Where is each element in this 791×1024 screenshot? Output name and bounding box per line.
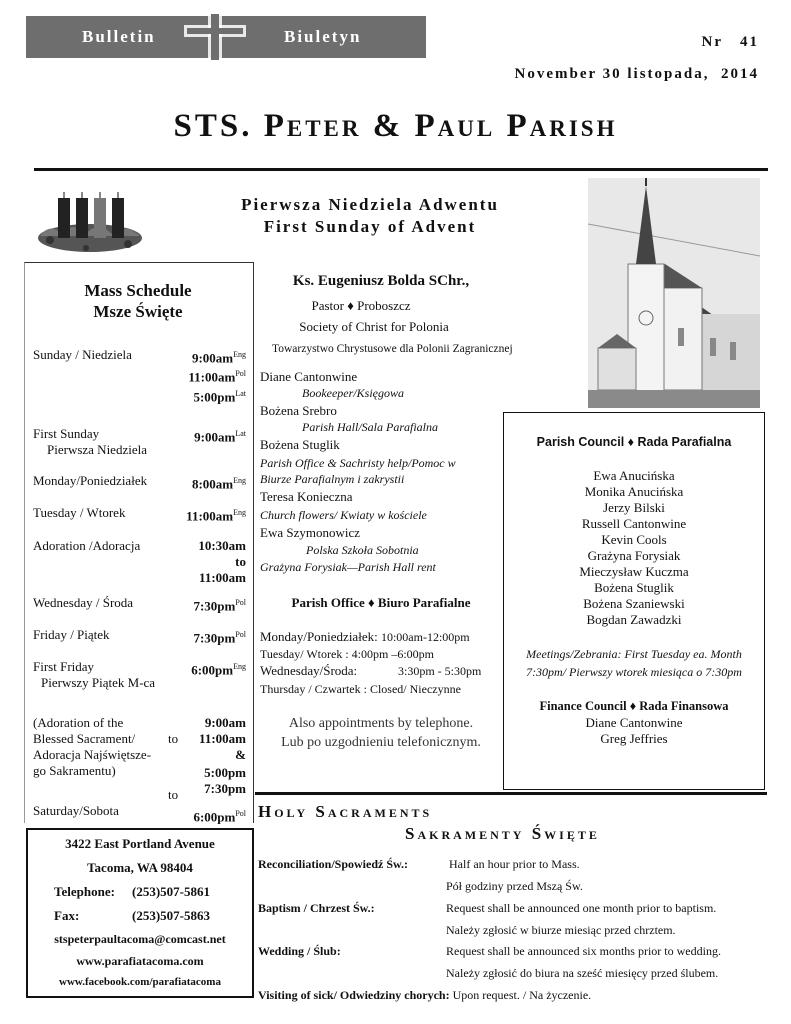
- staff-name: Bożena Srebro: [260, 403, 337, 418]
- address-street: 3422 East Portland Avenue: [65, 836, 215, 851]
- council-member: Kevin Cools: [601, 532, 667, 547]
- mass-title-pl: Msze Święte: [93, 302, 183, 321]
- contact-box: [26, 828, 254, 998]
- mass-time: 10:30am to 11:00am: [198, 538, 246, 585]
- mass-day: First Sunday Pierwsza Niedziela: [33, 426, 147, 457]
- sacrament-pl: Pół godziny przed Mszą Św.: [446, 879, 583, 893]
- banner-bulletin: Bulletin: [82, 27, 156, 46]
- staff-name: Ewa Szymonowicz: [260, 525, 361, 540]
- finance-title: Finance Council ♦ Rada Finansowa: [539, 699, 729, 713]
- sacrament-label: Baptism / Chrzest Św.:: [258, 901, 375, 915]
- pastor-role: Pastor ♦ Proboszcz: [311, 298, 411, 313]
- advent-wreath-icon: [36, 186, 144, 256]
- mass-day: Monday/Poniedziałek: [33, 473, 148, 488]
- staff-role: Polska Szkoła Sobotnia: [306, 543, 419, 557]
- appointments-note: Also appointments by telephone. Lub po uzgodnieniu telefonicznym.: [281, 716, 481, 750]
- council-member: Mieczysław Kuczma: [579, 564, 689, 579]
- church-image: [588, 178, 760, 408]
- mass-day: Friday / Piątek: [33, 627, 110, 642]
- sacrament-en: Request shall be announced one month prior to baptism.: [446, 901, 717, 915]
- council-member: Russell Cantonwine: [581, 516, 687, 531]
- facebook-link[interactable]: www.facebook.com/parafiatacoma: [59, 976, 221, 988]
- mass-time: 9:00am 11:00am & 5:00pm 7:30pm: [199, 715, 246, 796]
- office-hours-row: Monday/Poniedziałek: 10:00am-12:00pm: [260, 629, 470, 644]
- title-prefix: STS.: [173, 108, 264, 144]
- staff-role: Grażyna Forysiak—Parish Hall rent: [260, 560, 436, 574]
- mass-day: Sunday / Niedziela: [33, 347, 132, 362]
- office-hours-row: Wednesday/Środa: 3:30pm - 5:30pm: [260, 663, 482, 678]
- page-title: [0, 108, 791, 145]
- office-title: Parish Office ♦ Biuro Parafialne: [291, 595, 471, 610]
- finance-member: Diane Cantonwine: [585, 715, 683, 730]
- fax-number: (253)507-5863: [132, 908, 210, 923]
- meetings-line: Meetings/Zebrania: First Tuesday ea. Month: [526, 647, 742, 661]
- mass-time: $9:00am^{Eng}$ $11:00am^{Pol}$ $5:00pm^{Lat}$: [188, 350, 246, 404]
- sacrament-row-sick: Visiting of sick/ Odwiedziny chorych: Upon request. / Na życzenie.: [258, 988, 592, 1002]
- mass-time: $7:30pm^{Pol}$: [193, 598, 246, 614]
- mass-title-en: Mass Schedule: [84, 281, 192, 300]
- mass-time: $6:00pm^{Eng}$: [191, 662, 246, 678]
- fax-line: Fax: (253)507-5863: [54, 908, 210, 923]
- issue-date: November 30 listopada, 2014: [514, 66, 759, 82]
- sacrament-pl: Należy zgłosić w biurze miesiąc przed chrztem.: [446, 923, 676, 937]
- meetings-line: 7:30pm/ Pierwszy wtorek miesiąca o 7:30pm: [526, 665, 742, 679]
- staff-role: Church flowers/ Kwiaty w kościele: [260, 508, 427, 522]
- staff-role: Parish Office & Sachristy help/Pomoc w: [260, 456, 456, 470]
- council-member: Grażyna Forysiak: [587, 548, 681, 563]
- advent-line-en: First Sunday of Advent: [263, 217, 477, 236]
- society-pl: Towarzystwo Chrystusowe dla Polonii Zagranicznej: [272, 343, 513, 355]
- council-member: Bożena Stuglik: [594, 580, 674, 595]
- sacrament-label: Reconciliation/Spowiedź Św.:: [258, 857, 409, 871]
- title-main: Peter & Paul Parish: [263, 108, 618, 144]
- phone-line: Telephone: (253)507-5861: [54, 884, 210, 899]
- sacrament-pl: Należy zgłosić do biura na sześć miesięcy przed ślubem.: [446, 966, 719, 980]
- staff-role: Biurze Parafialnym i zakrystii: [260, 472, 405, 486]
- society: Society of Christ for Polonia: [299, 319, 449, 334]
- sacraments-rule: [255, 792, 767, 795]
- sacraments-heading-en: Holy Sacraments: [258, 802, 433, 821]
- header-rule: [34, 168, 768, 171]
- staff-name: Teresa Konieczna: [260, 489, 353, 504]
- pastor-name: Ks. Eugeniusz Bolda SChr.,: [292, 273, 470, 289]
- banner-biuletyn: Biuletyn: [284, 27, 362, 46]
- mass-to: to: [168, 787, 179, 802]
- advent-heading: [210, 194, 530, 238]
- office-hours-row: Tuesday/ Wtorek : 4:00pm –6:00pm: [260, 647, 435, 661]
- email-link[interactable]: stspeterpaultacoma@comcast.net: [54, 932, 226, 946]
- sacraments-heading-pl: Sakramenty Święte: [405, 824, 600, 843]
- sacrament-label: Wedding / Ślub:: [258, 944, 341, 958]
- mass-time: $9:00am^{Lat}$: [194, 429, 246, 445]
- website-link[interactable]: www.parafiatacoma.com: [76, 954, 204, 968]
- mass-time: $7:30pm^{Pol}$: [193, 630, 246, 646]
- mass-day: Wednesday / Środa: [33, 595, 134, 610]
- mass-day: Saturday/Sobota: [33, 803, 119, 818]
- address-city: Tacoma, WA 98404: [87, 860, 193, 875]
- sacrament-en: Request shall be announced six months prior to wedding.: [446, 944, 721, 958]
- mass-time: $6:00pm^{Pol}$: [193, 809, 246, 825]
- masthead-banner: [26, 16, 426, 58]
- mass-day: First Friday Pierwszy Piątek M-ca: [33, 659, 156, 690]
- mass-time: $8:00am^{Eng}$: [191, 476, 246, 492]
- mass-schedule-title: [24, 280, 252, 322]
- council-member: Monika Anucińska: [584, 484, 684, 499]
- finance-member: Greg Jeffries: [600, 731, 668, 746]
- issue-number: Nr 41: [701, 34, 759, 50]
- council-title: Parish Council ♦ Rada Parafialna: [536, 435, 732, 449]
- mass-day: Tuesday / Wtorek: [33, 505, 126, 520]
- mass-day: (Adoration of the Blessed Sacrament/ Adoracja Najświętsze- go Sakramentu): [33, 715, 152, 778]
- sacrament-en: Half an hour prior to Mass.: [449, 857, 580, 871]
- mass-to: to: [168, 731, 179, 746]
- council-member: Bożena Szaniewski: [583, 596, 685, 611]
- council-member: Jerzy Bilski: [603, 500, 665, 515]
- staff-name: Diane Cantonwine: [260, 369, 358, 384]
- staff-name: Bożena Stuglik: [260, 437, 340, 452]
- phone-number[interactable]: (253)507-5861: [132, 884, 210, 899]
- advent-line-pl: Pierwsza Niedziela Adwentu: [241, 195, 499, 214]
- mass-day: Adoration /Adoracja: [33, 538, 141, 553]
- staff-role: Bookeeper/Księgowa: [302, 386, 404, 400]
- staff-role: Parish Hall/Sala Parafialna: [302, 420, 439, 434]
- cross-icon: [184, 11, 246, 63]
- council-member: Bogdan Zawadzki: [586, 612, 682, 627]
- council-member: Ewa Anucińska: [593, 468, 675, 483]
- mass-time: $11:00am^{Eng}$: [186, 508, 246, 524]
- office-hours-row: Thursday / Czwartek : Closed/ Nieczynne: [260, 682, 461, 696]
